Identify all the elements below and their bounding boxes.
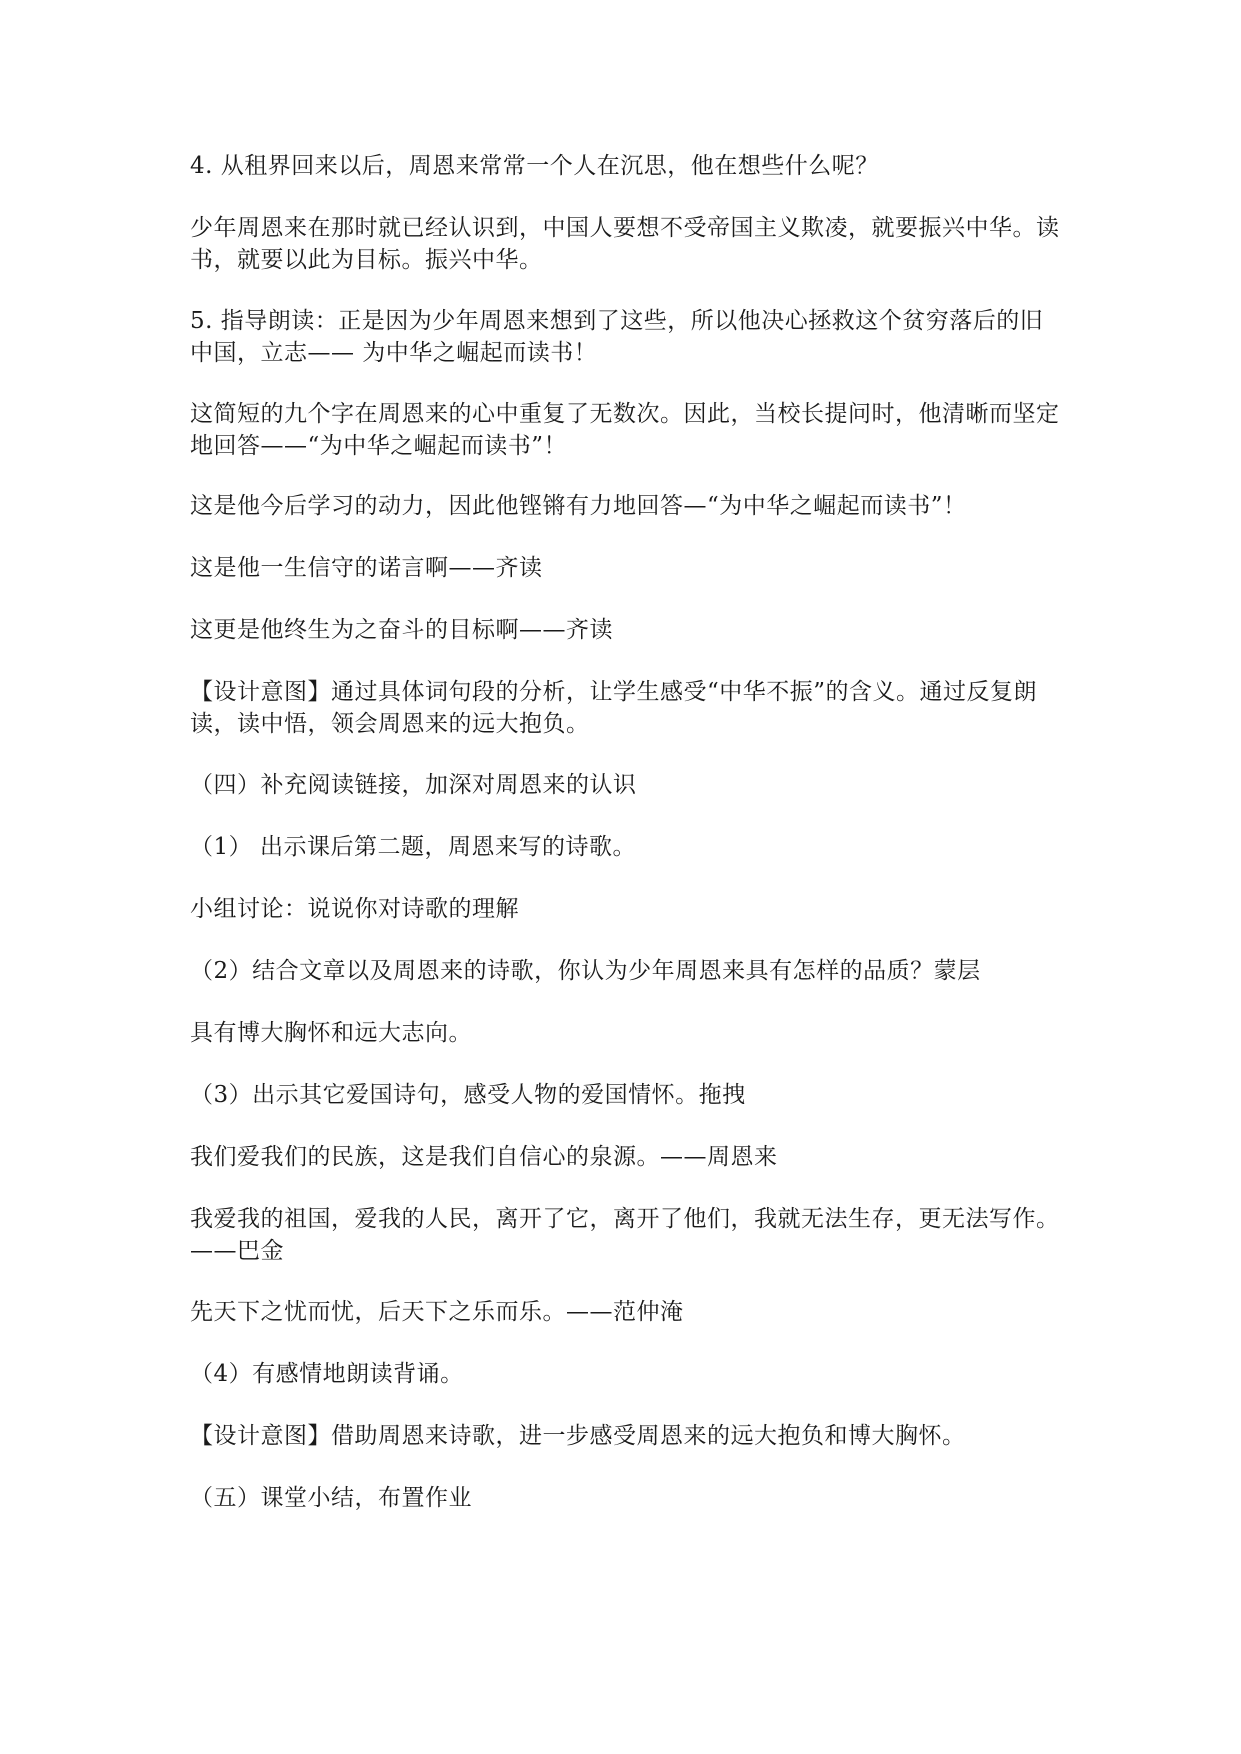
section-heading-4: （四）补充阅读链接，加深对周恩来的认识 <box>190 772 637 798</box>
quote-zhou-enlai: 我们爱我们的民族，这是我们自信心的泉源。——周恩来 <box>190 1144 778 1170</box>
paragraph-step-4: （4）有感情地朗读背诵。 <box>190 1361 464 1387</box>
quote-fan-zhongyan: 先天下之忧而忧，后天下之乐而乐。——范仲淹 <box>190 1299 684 1325</box>
paragraph-question-4: 4. 从租界回来以后，周恩来常常一个人在沉思，他在想些什么呢？ <box>190 153 879 179</box>
paragraph-step-3: （3）出示其它爱国诗句，感受人物的爱国情怀。拖拽 <box>190 1082 746 1108</box>
paragraph-lifelong-promise: 这是他一生信守的诺言啊——齐读 <box>190 555 543 581</box>
paragraph-study-motivation: 这是他今后学习的动力，因此他铿锵有力地回答—“为中华之崛起而读书”！ <box>190 493 967 519</box>
quote-ba-jin: 我爱我的祖国，爱我的人民，离开了它，离开了他们，我就无法生存，更无法写作。——巴金 <box>190 1206 1060 1264</box>
paragraph-step-1: （1） 出示课后第二题，周恩来写的诗歌。 <box>190 834 636 860</box>
paragraph-guided-reading-5: 5. 指导朗读：正是因为少年周恩来想到了这些，所以他决心拯救这个贫穷落后的旧中国，立志—— 为中华之崛起而读书！ <box>190 308 1044 366</box>
paragraph-design-intent-2: 【设计意图】借助周恩来诗歌，进一步感受周恩来的远大抱负和博大胸怀。 <box>190 1423 966 1449</box>
paragraph-nine-characters: 这简短的九个字在周恩来的心中重复了无数次。因此，当校长提问时，他清晰而坚定地回答——“为中华之崛起而读书”！ <box>190 401 1060 459</box>
paragraph-answer-4: 少年周恩来在那时就已经认识到，中国人要想不受帝国主义欺凌，就要振兴中华。读书，就要以此为目标。振兴中华。 <box>190 215 1060 273</box>
paragraph-design-intent-1: 【设计意图】通过具体词句段的分析，让学生感受“中华不振”的含义。通过反复朗读，读中悟，领会周恩来的远大抱负。 <box>190 679 1038 737</box>
paragraph-step-2: （2）结合文章以及周恩来的诗歌，你认为少年周恩来具有怎样的品质？蒙层 <box>190 958 981 984</box>
paragraph-group-discussion: 小组讨论：说说你对诗歌的理解 <box>190 896 519 922</box>
paragraph-quality-answer: 具有博大胸怀和远大志向。 <box>190 1020 472 1046</box>
paragraph-lifelong-goal: 这更是他终生为之奋斗的目标啊——齐读 <box>190 617 613 643</box>
section-heading-5: （五）课堂小结，布置作业 <box>190 1485 472 1511</box>
